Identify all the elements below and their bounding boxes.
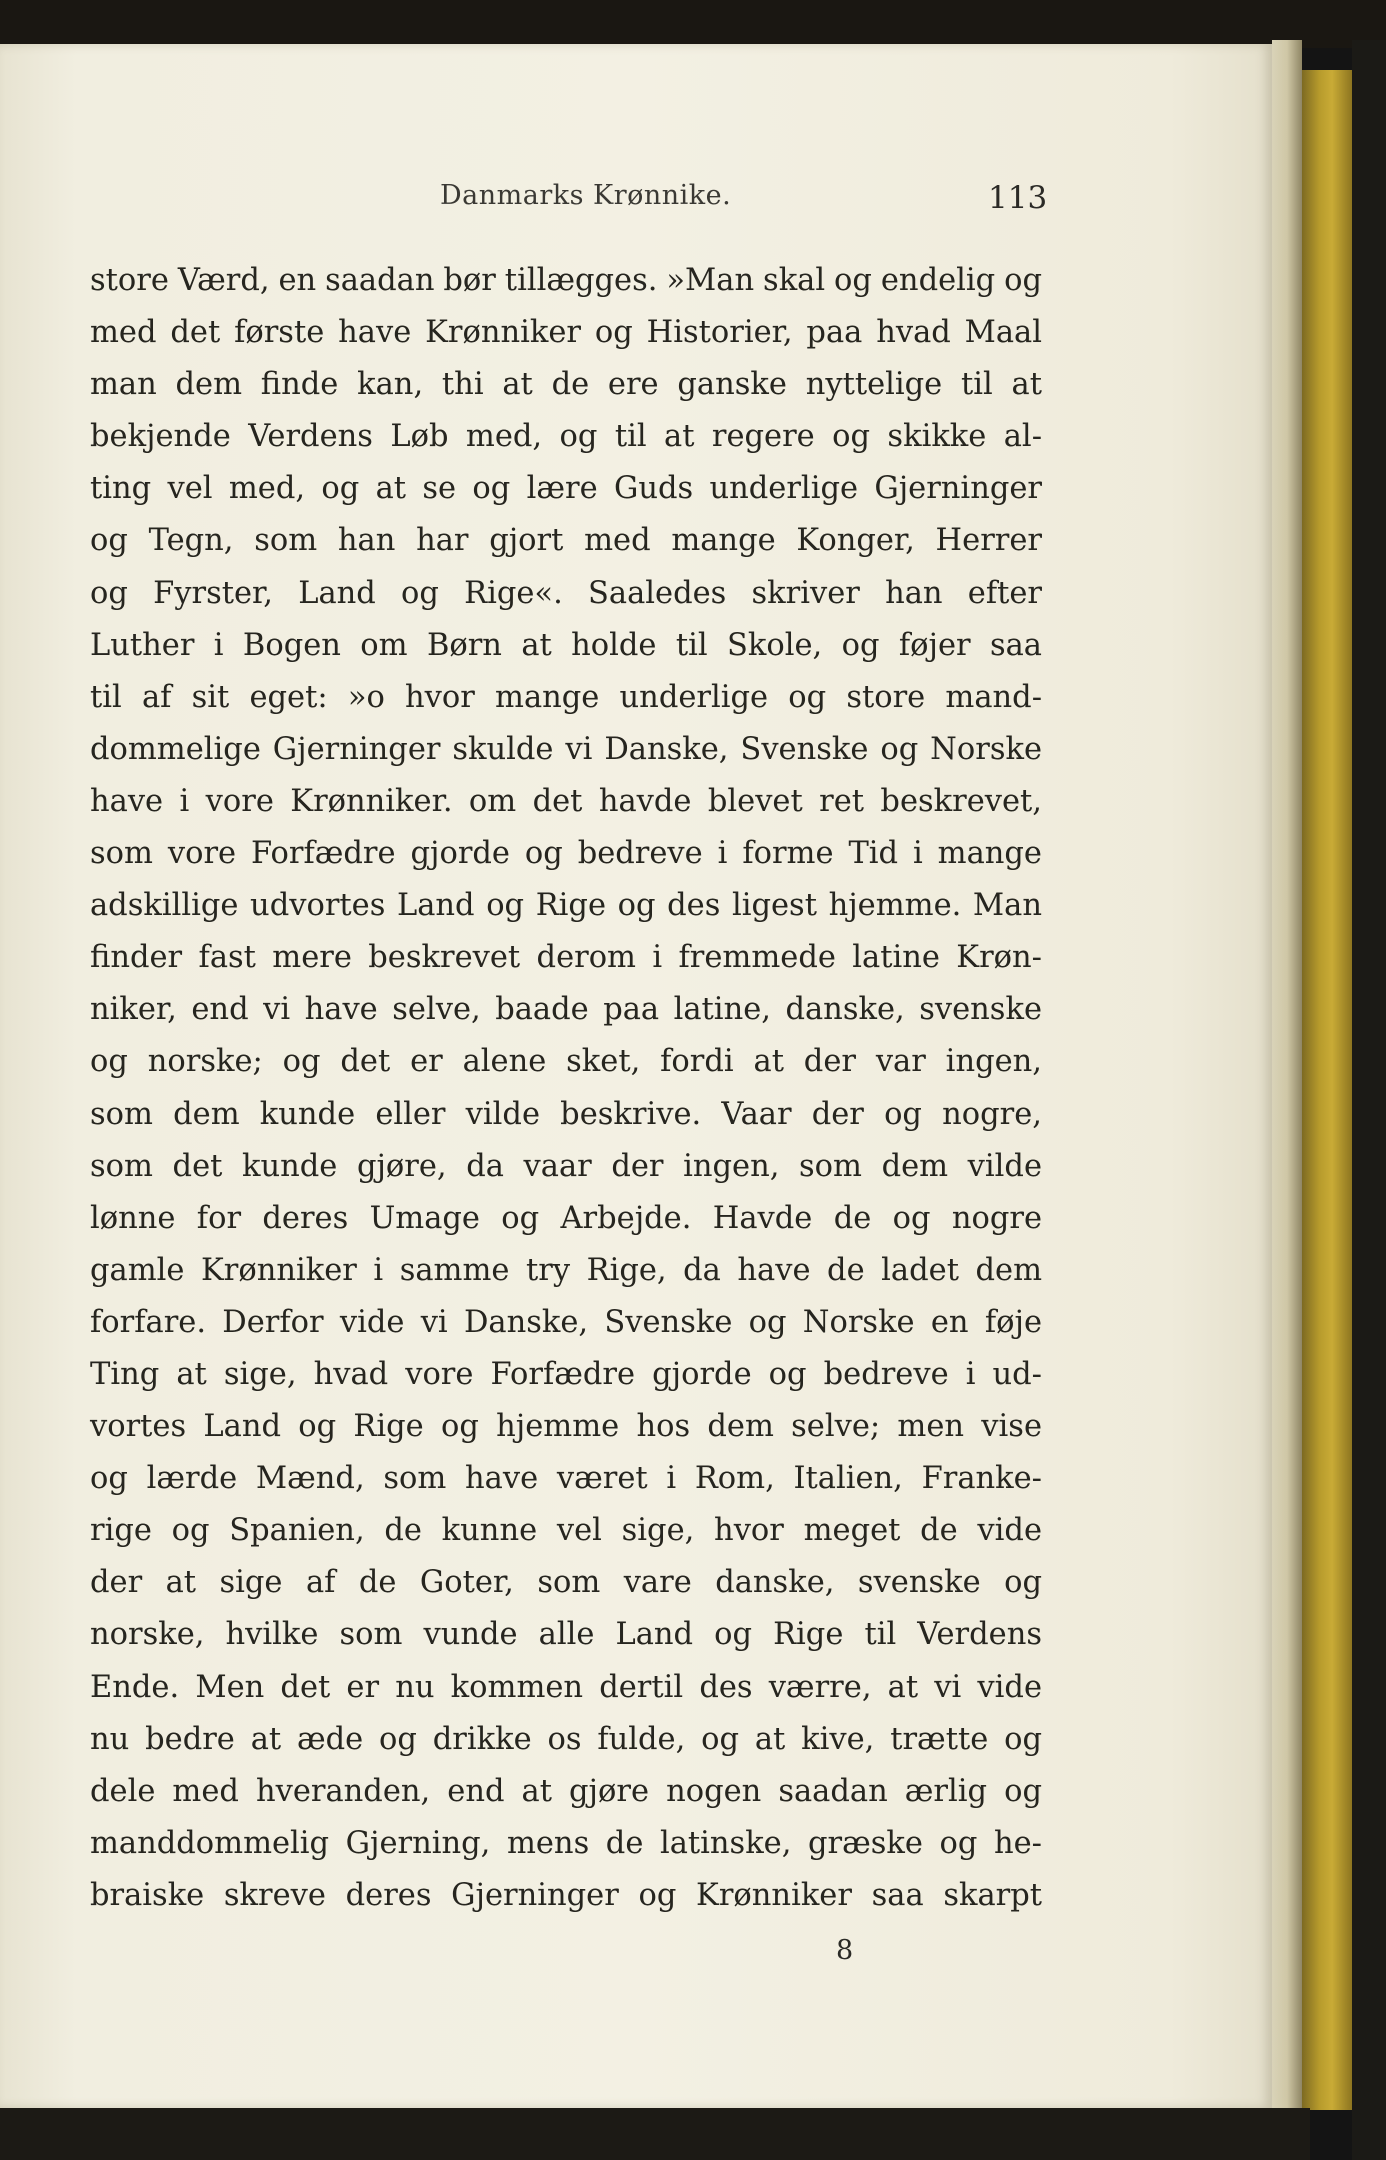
text-line: store Værd, en saadan bør tillægges. »Man skal og endelig og (90, 263, 1042, 298)
running-header (0, 178, 1272, 228)
signature-mark: 8 (836, 1935, 854, 1966)
text-line: adskillige udvortes Land og Rige og des ligest hjemme. Man (90, 888, 1042, 924)
text-line: som dem kunde eller vilde beskrive. Vaar der og nogre, (90, 1096, 1042, 1132)
text-line: Ting at sige, hvad vore Forfædre gjorde og bedreve i ud- (90, 1356, 1042, 1392)
text-line: Ende. Men det er nu kommen dertil des værre, at vi vide (90, 1669, 1042, 1705)
text-line: gamle Krønniker i samme try Rige, da have de ladet dem (90, 1252, 1042, 1288)
text-line: braiske skreve deres Gjerninger og Krønniker saa skarpt (90, 1877, 1042, 1913)
text-line: manddommelig Gjerning, mens de latinske, græske og he- (90, 1825, 1042, 1861)
text-line: norske, hvilke som vunde alle Land og Rige til Verdens (90, 1617, 1042, 1653)
text-line: ting vel med, og at se og lære Guds underlige Gjerninger (90, 471, 1042, 507)
scan-background-bottom (0, 2108, 1310, 2160)
text-line: niker, end vi have selve, baade paa latine, danske, svenske (90, 992, 1042, 1028)
text-line: vortes Land og Rige og hjemme hos dem selve; men vise (90, 1409, 1042, 1445)
text-line: bekjende Verdens Løb med, og til at regere og skikke al- (90, 419, 1042, 455)
text-line: dele med hveranden, end at gjøre nogen saadan ærlig og (90, 1773, 1042, 1809)
text-line: og lærde Mænd, som have været i Rom, Italien, Franke- (90, 1461, 1042, 1497)
text-line: som det kunde gjøre, da vaar der ingen, som dem vilde (90, 1148, 1042, 1184)
text-line: finder fast mere beskrevet derom i fremmede latine Krøn- (90, 940, 1042, 976)
book-cover-edge (1302, 70, 1352, 2110)
running-title: Danmarks Krønnike. (440, 180, 732, 211)
text-line: lønne for deres Umage og Arbejde. Havde de og nogre (90, 1200, 1042, 1236)
page-number: 113 (988, 180, 1048, 216)
text-line: til af sit eget: »o hvor mange underlige og store mand- (90, 679, 1042, 715)
text-line: man dem finde kan, thi at de ere ganske nyttelige til at (90, 367, 1042, 403)
text-line: nu bedre at æde og drikke os fulde, og at kive, trætte og (90, 1721, 1042, 1757)
text-line: og Tegn, som han har gjort med mange Konger, Herrer (90, 523, 1042, 559)
text-line: Luther i Bogen om Børn at holde til Skole, og føjer saa (90, 627, 1042, 663)
text-line: som vore Forfædre gjorde og bedreve i forme Tid i mange (90, 836, 1042, 872)
body-text (90, 255, 1042, 1922)
text-line: forfare. Derfor vide vi Danske, Svenske og Norske en føje (90, 1304, 1042, 1340)
text-line: dommelige Gjerninger skulde vi Danske, Svenske og Norske (90, 731, 1042, 767)
text-line: have i vore Krønniker. om det havde blevet ret beskrevet, (90, 783, 1042, 819)
text-line: og Fyrster, Land og Rige«. Saaledes skriver han efter (90, 575, 1042, 611)
text-line: rige og Spanien, de kunne vel sige, hvor meget de vide (90, 1513, 1042, 1549)
scan-background-top (0, 0, 1386, 48)
text-line: der at sige af de Goter, som vare danske, svenske og (90, 1565, 1042, 1601)
text-line: og norske; og det er alene sket, fordi at der var ingen, (90, 1044, 1042, 1080)
page-edges (1272, 40, 1302, 2120)
scan-background-right (1352, 40, 1386, 2160)
text-line: med det første have Krønniker og Historier, paa hvad Maal (90, 315, 1042, 351)
